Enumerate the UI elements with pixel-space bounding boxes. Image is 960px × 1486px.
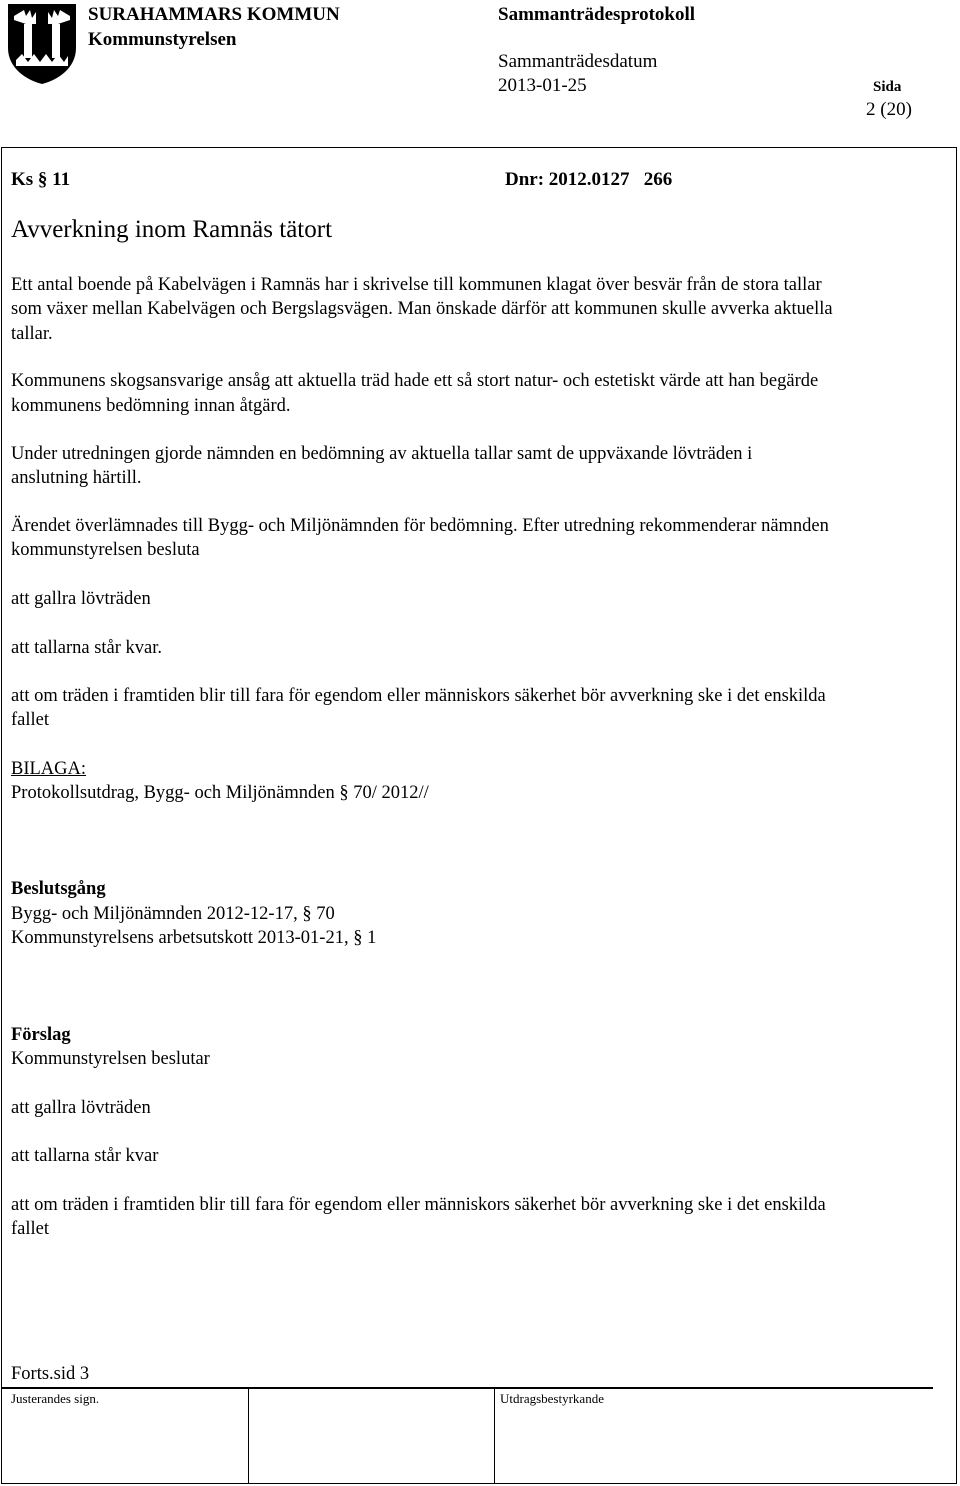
signature-box-divider	[494, 1387, 495, 1484]
content-frame	[1, 147, 957, 1484]
board-name: Kommunstyrelsen	[88, 29, 237, 50]
proposal-att-3-line2: fallet	[11, 1219, 50, 1239]
body-p1-line3: tallar.	[11, 324, 53, 344]
signature-box-divider	[248, 1387, 249, 1484]
attachment-text: Protokollsutdrag, Bygg- och Miljönämnden § 70/ 2012//	[11, 783, 429, 803]
decision-path-line2: Kommunstyrelsens arbetsutskott 2013-01-21, § 1	[11, 928, 377, 948]
item-title: Avverkning inom Ramnäs tätort	[11, 216, 333, 243]
attachment-label: BILAGA:	[11, 759, 87, 779]
proposal-line1: Kommunstyrelsen beslutar	[11, 1049, 210, 1069]
document-type: Sammanträdesprotokoll	[498, 4, 696, 25]
signature-divider	[1, 1387, 933, 1389]
body-att-3-line2: fallet	[11, 710, 50, 730]
proposal-att-2: att tallarna står kvar	[11, 1146, 159, 1166]
body-p1-line2: som växer mellan Kabelvägen och Bergslagsvägen. Man önskade därför att kommunen skulle avverka aktuella	[11, 299, 833, 319]
body-p3-line1: Under utredningen gjorde nämnden en bedömning av aktuella tallar samt de uppväxande lövträden i	[11, 444, 753, 464]
date-label: Sammanträdesdatum	[498, 51, 658, 72]
body-p2-line2: kommunens bedömning innan åtgärd.	[11, 396, 291, 416]
municipality-name: SURAHAMMARS KOMMUN	[88, 4, 340, 25]
page-number: 2 (20)	[866, 99, 912, 120]
item-number: Ks § 11	[11, 169, 71, 190]
body-p4-line1: Ärendet överlämnades till Bygg- och Miljönämnden för bedömning. Efter utredning rekommenderar nämnden	[11, 516, 829, 536]
continued-note: Forts.sid 3	[11, 1364, 90, 1384]
body-att-2: att tallarna står kvar.	[11, 638, 163, 658]
decision-path-line1: Bygg- och Miljönämnden 2012-12-17, § 70	[11, 904, 335, 924]
proposal-heading: Förslag	[11, 1025, 71, 1045]
body-p1-line1: Ett antal boende på Kabelvägen i Ramnäs har i skrivelse till kommunen klagat över besvär från de stora tallar	[11, 275, 822, 295]
sign-label: Justerandes sign.	[11, 1391, 100, 1406]
body-att-1: att gallra lövträden	[11, 589, 151, 609]
proposal-att-1: att gallra lövträden	[11, 1098, 151, 1118]
proposal-att-3-line1: att om träden i framtiden blir till fara för egendom eller människors säkerhet bör avverkning ske i det enskilda	[11, 1195, 826, 1215]
body-p3-line2: anslutning härtill.	[11, 468, 142, 488]
diary-number: Dnr: 2012.0127 266	[505, 169, 673, 190]
page-label: Sida	[873, 79, 902, 95]
body-p4-line2: kommunstyrelsen besluta	[11, 540, 200, 560]
meeting-date: 2013-01-25	[498, 75, 587, 96]
body-att-3-line1: att om träden i framtiden blir till fara för egendom eller människors säkerhet bör avverkning ske i det enskilda	[11, 686, 826, 706]
body-p2-line1: Kommunens skogsansvarige ansåg att aktuella träd hade ett så stort natur- och estetiskt värde att han begärde	[11, 371, 819, 391]
certify-label: Utdragsbestyrkande	[500, 1391, 604, 1406]
decision-path-heading: Beslutsgång	[11, 879, 106, 899]
coat-of-arms-logo	[6, 2, 78, 86]
